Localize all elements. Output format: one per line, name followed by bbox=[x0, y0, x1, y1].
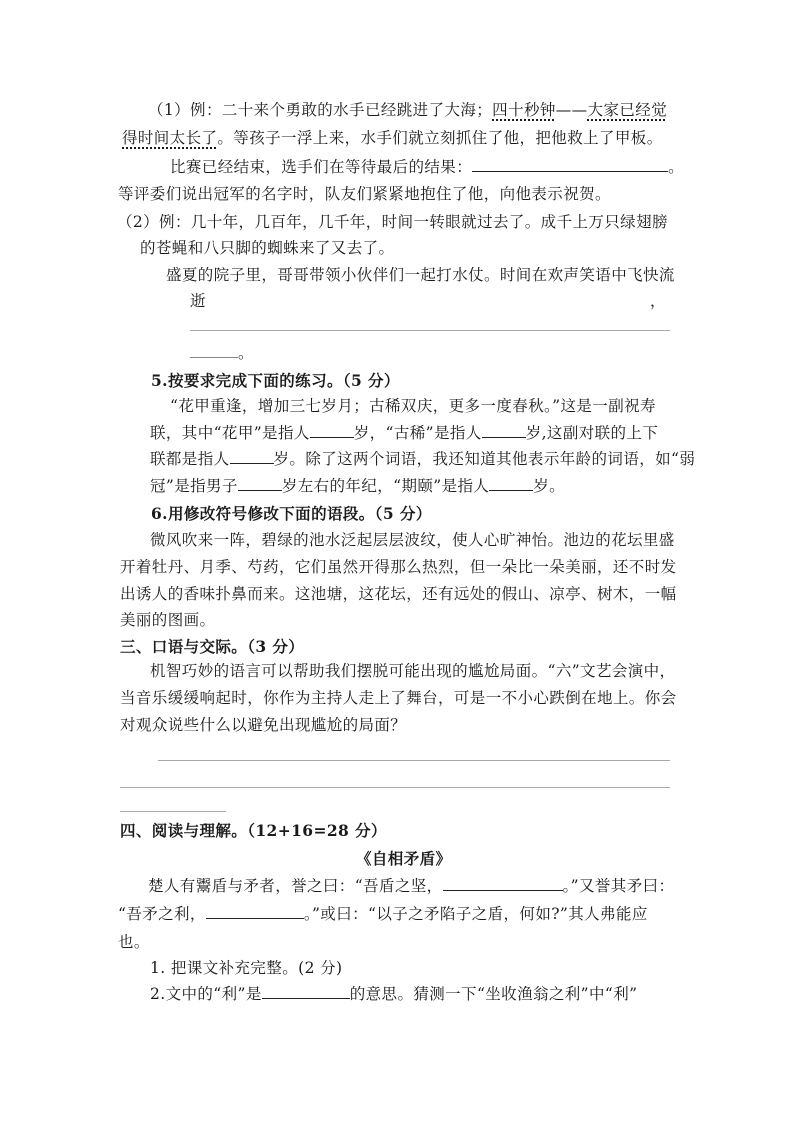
task-2-line-2: 逝 bbox=[190, 292, 206, 310]
answer-blank[interactable] bbox=[310, 436, 354, 438]
q5-text: 岁,这副对联的上下 bbox=[525, 424, 659, 442]
period: 。 bbox=[238, 344, 254, 362]
q6-line-4: 美丽的图画。 bbox=[120, 611, 216, 629]
reading-question-2 bbox=[150, 987, 637, 1003]
q5-line-1: “花甲重逢，增加三七岁月；古稀双庆，更多一度春秋。”这是一副祝寿 bbox=[170, 397, 656, 415]
passage-text: 。”或曰：“以子之矛陷子之盾，何如?”其人弗能应 bbox=[303, 905, 648, 923]
answer-line[interactable] bbox=[120, 811, 226, 812]
answer-line[interactable] bbox=[120, 787, 670, 788]
answer-blank[interactable] bbox=[190, 356, 238, 358]
passage-text: 。”又誉其矛曰： bbox=[562, 877, 675, 895]
question-text: 2.文中的“利”是 bbox=[150, 985, 262, 1003]
dotted-phrase: 四十秒钟 bbox=[492, 101, 556, 119]
section-3-heading: 三、口语与交际。（3 分） bbox=[120, 637, 305, 656]
q5-text: 岁。 bbox=[533, 477, 566, 495]
answer-blank[interactable] bbox=[489, 489, 533, 491]
answer-blank[interactable] bbox=[262, 997, 350, 999]
task-2-line-3 bbox=[190, 346, 254, 362]
example-2-line-2: 的苍蝇和八只脚的蜘蛛来了又去了。 bbox=[140, 239, 395, 257]
answer-blank[interactable] bbox=[472, 170, 668, 172]
q6-line-1: 微风吹来一阵，碧绿的池水泛起层层波纹，使人心旷神怡。池边的花坛里盛 bbox=[150, 531, 675, 549]
example-2-line-1: （2）例：几十年，几百年，几千年，时间一转眼就过去了。成千上万只绿翅膀 bbox=[117, 213, 668, 231]
s3-line-3: 对观众说些什么以避免出现尴尬的局面？ bbox=[120, 716, 407, 734]
answer-blank[interactable] bbox=[206, 917, 304, 919]
task-1-line-2: 等评委们说出冠军的名字时，队友们紧紧地抱住了他，向他表示祝贺。 bbox=[118, 185, 611, 203]
passage-text: “吾矛之利， bbox=[118, 905, 206, 923]
q5-text: 岁左右的年纪，“期颐”是指人 bbox=[281, 477, 490, 495]
example-1-text: （1）例：二十来个勇敢的水手已经跳进了大海； bbox=[148, 101, 493, 119]
example-1-line-2 bbox=[122, 131, 663, 147]
answer-blank[interactable] bbox=[230, 462, 274, 464]
q5-text: 岁。除了这两个词语，我还知道其他表示年龄的词语，如“弱 bbox=[273, 450, 696, 468]
dotted-phrase: 得时间太长了 bbox=[122, 129, 218, 147]
answer-blank[interactable] bbox=[482, 436, 526, 438]
passage-title: 《自相矛盾》 bbox=[356, 849, 452, 868]
s3-line-2: 当音乐缓缓响起时，你作为主持人走上了舞台，可是一不小心跌倒在地上。你会 bbox=[120, 689, 677, 707]
example-1-line-1 bbox=[148, 103, 667, 119]
q5-text: 联，其中“花甲”是指人 bbox=[150, 424, 310, 442]
question-5-heading: 5.按要求完成下面的练习。（5 分） bbox=[151, 371, 400, 390]
dotted-phrase: 大家已经觉 bbox=[587, 101, 668, 119]
s3-line-1: 机智巧妙的语言可以帮助我们摆脱可能出现的尴尬局面。“六”文艺会演中， bbox=[150, 662, 676, 680]
q5-line-2 bbox=[150, 426, 658, 442]
answer-line[interactable] bbox=[158, 760, 670, 761]
example-1-text: 。等孩子一浮上来，水手们就立刻抓住了他，把他救上了甲板。 bbox=[217, 129, 663, 147]
question-text: 的意思。猜测一下“坐收渔翁之利”中“利” bbox=[349, 985, 638, 1003]
section-4-heading: 四、阅读与理解。（12+16=28 分） bbox=[120, 821, 387, 840]
q5-text: 联都是指人 bbox=[150, 450, 230, 468]
q5-text: 冠”是指男子 bbox=[150, 477, 238, 495]
passage-text: 楚人有鬻盾与矛者，誉之曰：“吾盾之坚， bbox=[148, 877, 443, 895]
q5-text: 岁，“古稀”是指人 bbox=[353, 424, 482, 442]
period: 。 bbox=[668, 158, 685, 176]
q6-line-3: 出诱人的香味扑鼻而来。这池塘，这花坛，还有远处的假山、凉亭、树木，一幅 bbox=[120, 585, 677, 603]
dash: —— bbox=[555, 101, 588, 119]
passage-line-2 bbox=[118, 907, 648, 923]
answer-blank[interactable] bbox=[238, 489, 282, 491]
q5-line-3 bbox=[150, 452, 695, 468]
task-1-line-1 bbox=[170, 160, 684, 176]
passage-line-1 bbox=[148, 879, 674, 895]
task-text: 比赛已经结束，选手们在等待最后的结果： bbox=[170, 158, 473, 176]
q6-line-2: 开着牡丹、月季、芍药，它们虽然开得那么热烈，但一朵比一朵美丽，还不时发 bbox=[120, 558, 677, 576]
q5-line-4 bbox=[150, 479, 565, 495]
question-6-heading: 6.用修改符号修改下面的语段。（5 分） bbox=[151, 504, 432, 523]
task-2-comma: ， bbox=[650, 292, 666, 310]
answer-line[interactable] bbox=[190, 330, 670, 331]
passage-line-3: 也。 bbox=[118, 933, 150, 951]
answer-blank[interactable] bbox=[443, 889, 563, 891]
reading-question-1: 1. 把课文补充完整。(2 分) bbox=[150, 959, 343, 977]
task-2-line-1: 盛夏的院子里，哥哥带领小伙伴们一起打水仗。时间在欢声笑语中飞快流 bbox=[166, 266, 675, 284]
